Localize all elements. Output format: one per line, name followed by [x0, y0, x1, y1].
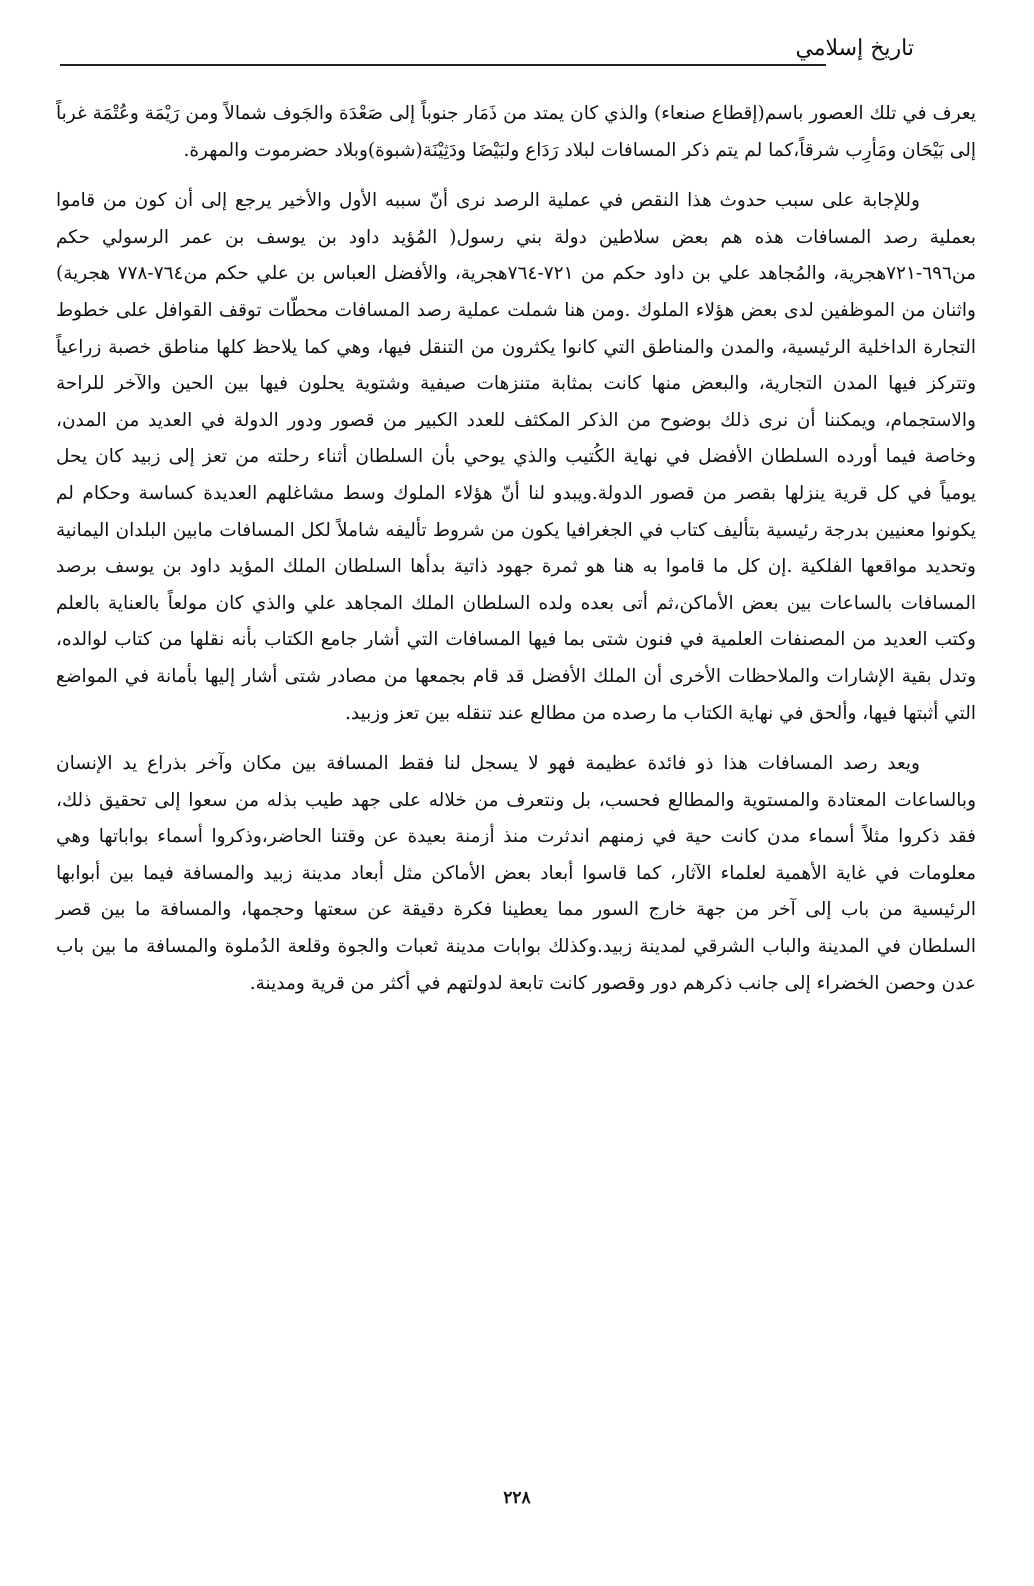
running-header-title: تاريخ إسلامي [795, 36, 914, 61]
body-text [56, 96, 976, 1002]
paragraph-3: ويعد رصد المسافات هذا ذو فائدة عظيمة فهو لا يسجل لنا فقط المسافة بين مكان وآخر بذراع يد الإنسان وبالساعات المعتادة والمستوية والمطالع فحسب، بل ونتعرف من خلاله على جهد طيب بذله من سعوا إلى تحقيق ذلك، فقد ذكروا مثلاً أسماء مدن كانت حية في زمنهم اندثرت منذ أزمنة بعيدة عن وقتنا الحاضر،وذكروا أسماء بواباتها وهي معلومات في غاية الأهمية لعلماء الآثار، كما قاسوا أبعاد بعض الأماكن مثل أبعاد مدينة زبيد والمسافة فيما بين أبوابها الرئيسية من باب إلى آخر من جهة خارج السور مما يعطينا فكرة دقيقة عن سعتها وحجمها، والمسافة ما بين قصر السلطان في المدينة والباب الشرقي لمدينة زبيد.وكذلك بوابات مدينة ثعبات والجوة وقلعة الدُملوة والمسافة ما بين باب عدن وحصن الخضراء إلى جانب ذكرهم دور وقصور كانت تابعة لدولتهم في أكثر من قرية ومدينة. [56, 753, 976, 994]
page-number: ٢٢٨ [503, 1488, 531, 1508]
paragraph-1: يعرف في تلك العصور باسم(إقطاع صنعاء) والذي كان يمتد من ذَمَار جنوباً إلى صَعْدَة والجَوف شمالاً ومن رَيْمَة وعُتْمَة غرباً إلى بَيْحَان ومَأرِب شرقاً،كما لم يتم ذكر المسافات لبلاد رَدَاع ولبَيْضَا ودَثِيْنَة(شبوة)وبلاد حضرموت والمهرة. [56, 103, 976, 161]
paragraph-2: وللإجابة على سبب حدوث هذا النقص في عملية الرصد نرى أنّ سببه الأول والأخير يرجع إلى أن كون من قاموا بعملية رصد المسافات هذه هم بعض سلاطين دولة بني رسول( المُؤيد داود بن يوسف بن عمر الرسولي حكم من٦٩٦-٧٢١هجرية، والمُجاهد علي بن داود حكم من ٧٢١-٧٦٤هجرية، والأفضل العباس بن علي حكم من٧٦٤-٧٧٨ هجرية) واثنان من الموظفين لدى بعض هؤلاء الملوك .ومن هنا شملت عملية رصد المسافات محطّات توقف القوافل على خطوط التجارة الداخلية الرئيسية، والمدن والمناطق التي كانوا يكثرون من التنقل فيها، وهي كما يلاحظ كلها مناطق خصبة زراعياً وتتركز فيها المدن التجارية، والبعض منها كانت بمثابة متنزهات صيفية وشتوية يحلون فيها بين الحين والآخر للراحة والاستجمام، ويمكننا أن نرى ذلك بوضوح من الذكر المكثف للعدد الكبير من قصور ودور الدولة في العديد من المدن، وخاصة فيما أورده السلطان الأفضل في نهاية الكُتيب والذي يوحي بأن السلطان أثناء رحلته من تعز إلى زبيد كان يحل يومياً في كل قرية ينزلها بقصر من قصور الدولة.ويبدو لنا أنّ هؤلاء الملوك وسط مشاغلهم العديدة كساسة وحكام لم يكونوا معنيين بدرجة رئيسية بتأليف كتاب في الجغرافيا يكون من شروط تأليفه شاملاً لكل المسافات مابين البلدان اليمانية وتحديد مواقعها الفلكية .إن كل ما قاموا به هنا هو ثمرة جهود ذاتية بدأها السلطان الملك المؤيد داود بن يوسف برصد المسافات بالساعات بين بعض الأماكن،ثم أتى بعده ولده السلطان الملك المجاهد علي والذي كان مولعاً بالعناية بالعلم وكتب العديد من المصنفات العلمية في فنون شتى بما فيها المسافات التي أشار جامع الكتاب بأنه نقلها من كتاب لوالده، وتدل بقية الإشارات والملاحظات الأخرى أن الملك الأفضل قد قام بجمعها من مصادر شتى أشار إليها بأمانة في المواضع التي أثبتها فيها، وألحق في نهاية الكتاب ما رصده من مطالع عند تنقله بين تعز وزبيد. [56, 190, 976, 724]
header-rule [60, 64, 826, 66]
